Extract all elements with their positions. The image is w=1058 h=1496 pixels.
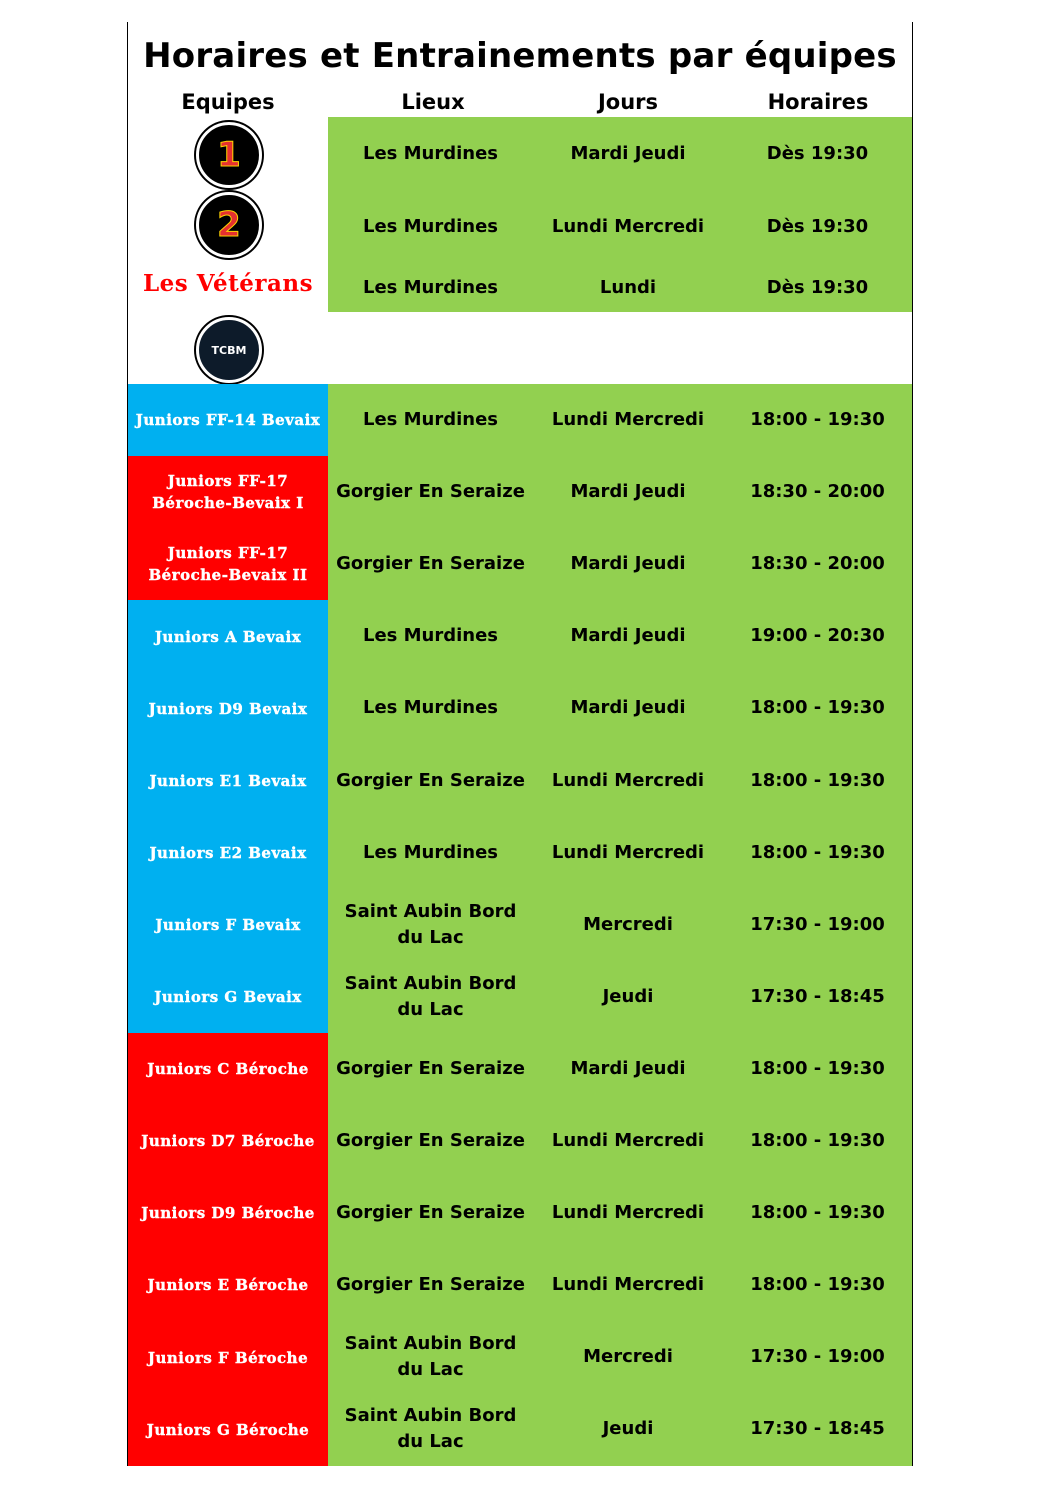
veterans-label: Les Vétérans — [142, 270, 314, 297]
junior-jours: Mardi Jeudi — [570, 625, 686, 647]
junior-lieu: Les Murdines — [362, 625, 499, 647]
junior-jours: Mardi Jeudi — [570, 1057, 686, 1079]
junior-lieu: Gorgier En Seraize — [336, 481, 525, 503]
junior-horaire: 19:00 - 20:30 — [750, 625, 885, 647]
junior-jours: Lundi Mercredi — [551, 841, 705, 863]
adult-2-jours: Lundi Mercredi — [551, 216, 705, 237]
junior-horaire: 18:00 - 19:30 — [750, 1130, 885, 1152]
junior-lieu: Gorgier En Seraize — [336, 1202, 525, 1224]
junior-team-name: Juniors FF-14 Bevaix — [128, 384, 328, 457]
junior-horaire: 17:30 - 19:00 — [750, 1346, 885, 1368]
junior-jours: Mercredi — [583, 1346, 673, 1368]
junior-team-name: Juniors FF-17 Béroche-Bevaix II — [128, 528, 328, 601]
junior-horaire: 18:00 - 19:30 — [750, 1274, 885, 1296]
junior-lieu: Les Murdines — [362, 409, 499, 431]
junior-jours: Mardi Jeudi — [570, 553, 686, 575]
junior-lieu: Gorgier En Seraize — [336, 553, 525, 575]
junior-team-name: Juniors E2 Bevaix — [128, 817, 328, 890]
junior-horaire: 18:00 - 19:30 — [750, 1202, 885, 1224]
adult-1-horaire: Dès 19:30 — [766, 143, 869, 164]
team-2-badge-number: 2 — [217, 205, 241, 245]
club-logo-text: TCBM — [211, 343, 247, 357]
adult-2-horaire: Dès 19:30 — [766, 216, 869, 237]
junior-team-name: Juniors G Béroche — [128, 1393, 328, 1466]
junior-lieu: Gorgier En Seraize — [336, 1057, 525, 1079]
junior-horaire: 18:00 - 19:30 — [750, 409, 885, 431]
junior-jours: Lundi Mercredi — [551, 1274, 705, 1296]
schedule-sheet — [127, 22, 913, 1466]
junior-team-name: Juniors A Bevaix — [128, 600, 328, 673]
junior-team-name: Juniors G Bevaix — [128, 961, 328, 1034]
junior-horaire: 18:00 - 19:30 — [750, 697, 885, 719]
adult-1-jours: Mardi Jeudi — [570, 143, 686, 164]
junior-jours: Jeudi — [602, 985, 654, 1007]
adult-3-lieu: Les Murdines — [362, 276, 499, 298]
header-horaires: Horaires — [767, 90, 869, 114]
junior-jours: Lundi Mercredi — [551, 409, 705, 431]
junior-jours: Jeudi — [602, 1418, 654, 1440]
junior-lieu: Les Murdines — [362, 841, 499, 863]
adult-3-jours: Lundi — [599, 276, 657, 298]
junior-horaire: 18:00 - 19:30 — [750, 841, 885, 863]
junior-team-name: Juniors F Bevaix — [128, 889, 328, 962]
junior-lieu: Gorgier En Seraize — [336, 1130, 525, 1152]
junior-team-name: Juniors D9 Béroche — [128, 1177, 328, 1250]
header-lieux: Lieux — [401, 90, 465, 114]
junior-team-name: Juniors D7 Béroche — [128, 1105, 328, 1178]
adult-3-horaire: Dès 19:30 — [766, 276, 869, 298]
junior-team-name: Juniors E Béroche — [128, 1249, 328, 1322]
team-1-badge-number: 1 — [217, 135, 241, 175]
header-jours: Jours — [597, 90, 659, 114]
adult-1-lieu: Les Murdines — [362, 143, 499, 164]
adult-2-lieu: Les Murdines — [362, 216, 499, 237]
junior-horaire: 18:30 - 20:00 — [750, 553, 885, 575]
header-equipes: Equipes — [181, 90, 275, 114]
club-logo — [196, 317, 262, 383]
team-2-badge — [196, 192, 262, 258]
junior-lieu: Saint Aubin Bord du Lac — [344, 1333, 517, 1381]
junior-lieu: Saint Aubin Bord du Lac — [344, 972, 517, 1020]
junior-team-name: Juniors F Béroche — [128, 1321, 328, 1394]
junior-team-name: Juniors FF-17 Béroche-Bevaix I — [128, 456, 328, 529]
junior-lieu: Gorgier En Seraize — [336, 769, 525, 791]
junior-jours: Mercredi — [583, 913, 673, 935]
page-title: Horaires et Entrainements par équipes — [143, 36, 897, 76]
junior-lieu: Gorgier En Seraize — [336, 1274, 525, 1296]
junior-jours: Mardi Jeudi — [570, 697, 686, 719]
junior-horaire: 17:30 - 18:45 — [750, 985, 885, 1007]
junior-team-name: Juniors C Béroche — [128, 1033, 328, 1106]
junior-jours: Lundi Mercredi — [551, 769, 705, 791]
junior-horaire: 18:00 - 19:30 — [750, 769, 885, 791]
junior-horaire: 17:30 - 18:45 — [750, 1418, 885, 1440]
junior-team-name: Juniors E1 Bevaix — [128, 745, 328, 818]
junior-horaire: 17:30 - 19:00 — [750, 913, 885, 935]
junior-horaire: 18:30 - 20:00 — [750, 481, 885, 503]
junior-lieu: Les Murdines — [362, 697, 499, 719]
team-1-badge — [196, 122, 262, 188]
junior-team-name: Juniors D9 Bevaix — [128, 672, 328, 745]
junior-jours: Mardi Jeudi — [570, 481, 686, 503]
junior-lieu: Saint Aubin Bord du Lac — [344, 1405, 517, 1453]
junior-lieu: Saint Aubin Bord du Lac — [344, 900, 517, 948]
junior-jours: Lundi Mercredi — [551, 1130, 705, 1152]
junior-jours: Lundi Mercredi — [551, 1202, 705, 1224]
junior-horaire: 18:00 - 19:30 — [750, 1057, 885, 1079]
